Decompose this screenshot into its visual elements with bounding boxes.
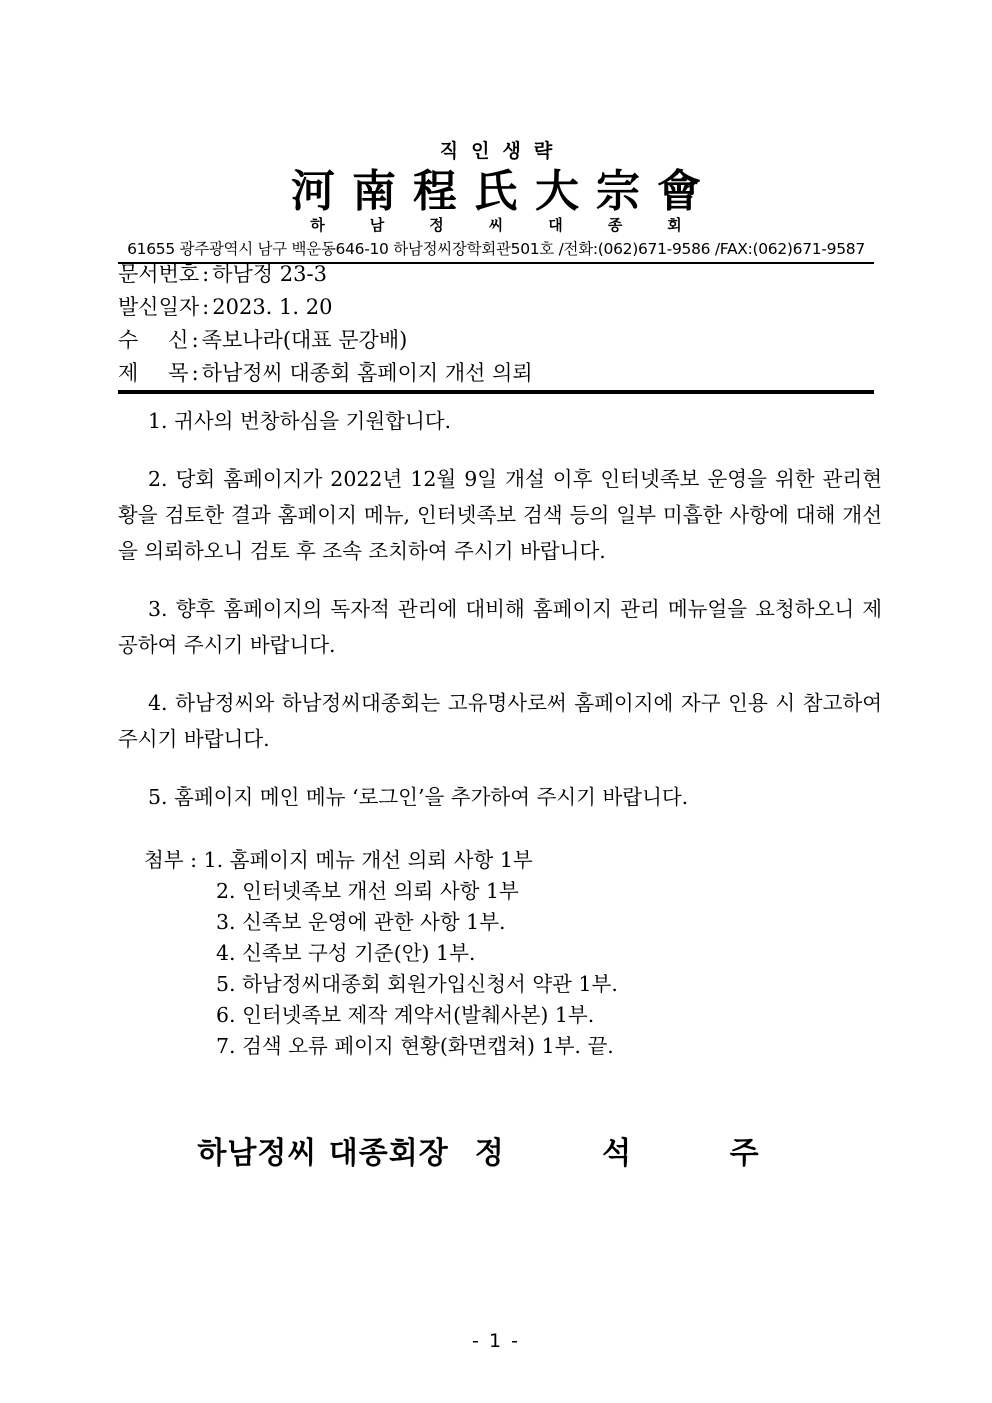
subject-label-second: 목 [168,361,189,385]
attachment-item: 7. 검색 오류 페이지 현황(화면캡쳐) 1부. 끝. [216,1034,614,1058]
subject-label-first: 제 [118,361,169,385]
attachment-item-row [118,907,882,938]
attachment-list [118,845,882,1062]
organization-name-hangul: 하남정씨대종회 [310,215,727,234]
signature-name: 정 석 주 [474,1136,803,1171]
meta-row-doc-number [118,258,874,291]
attachment-item: 3. 신족보 운영에 관한 사항 1부. [216,910,506,934]
recipient-label-first: 수 [118,328,169,352]
body-paragraph: 5. 홈페이지 메인 메뉴 ‘로그인’을 추가하여 주시기 바랍니다. [148,785,689,809]
subject-value: 하남정씨 대종회 홈페이지 개선 의뢰 [201,361,533,385]
document-meta [118,258,874,390]
body-paragraph: 3. 향후 홈페이지의 독자적 관리에 대비해 홈페이지 관리 메뉴얼을 요청하오니 제공하여 주시기 바랍니다. [118,597,882,657]
attachment-label: 첨부 : [144,848,198,872]
meta-separator: : [191,361,199,385]
attachment-item: 2. 인터넷족보 개선 의뢰 사항 1부 [216,879,519,903]
page-number-footer: - 1 - [472,1330,520,1352]
meta-separator: : [202,262,210,286]
attachment-item-row [118,938,882,969]
send-date-label: 발신일자 [118,295,200,319]
attachment-item-row [118,1031,882,1062]
signature-title: 하남정씨 대종회장 [197,1136,449,1171]
attachment-item-row [118,1000,882,1031]
send-date-value: 2023. 1. 20 [212,295,333,319]
subject-divider [118,390,874,394]
recipient-label-second: 신 [168,328,189,352]
body-paragraph: 1. 귀사의 번창하심을 기원합니다. [148,409,452,433]
body-paragraph: 2. 당회 홈페이지가 2022년 12월 9일 개설 이후 인터넷족보 운영을 위한 관리현황을 검토한 결과 홈페이지 메뉴, 인터넷족보 검색 등의 일부 미흡한 사항에 대해 개선을 의뢰하오니 검토 후 조속 조치하여 주시기 바랍니다. [118,467,882,563]
signature-block [118,1128,882,1172]
meta-separator: : [191,328,199,352]
recipient-value: 족보나라(대표 문강배) [201,328,408,352]
doc-number-value: 하남정 23-3 [212,262,327,286]
letterhead [118,140,874,264]
meta-separator: : [202,295,210,319]
meta-row-recipient [118,324,874,357]
doc-number-label: 문서번호 [118,262,200,286]
body-paragraph: 4. 하남정씨와 하남정씨대종회는 고유명사로써 홈페이지에 자구 인용 시 참고하여 주시기 바랍니다. [118,691,882,751]
attachment-item: 4. 신족보 구성 기준(안) 1부. [216,941,476,965]
attachment-item-row [118,969,882,1000]
organization-address-contact: 61655 광주광역시 남구 백운동646-10 하남정씨장학회관501호 /전화:(062)671-9586 /FAX:(062)671-9587 [127,239,865,258]
seal-omitted-note: 직인생략 [439,140,566,162]
attachment-first-row [118,845,882,876]
organization-name-hanja: 河南程氏大宗會 [291,165,718,217]
attachment-item-row [118,876,882,907]
attachment-item: 6. 인터넷족보 제작 계약서(발췌사본) 1부. [216,1003,595,1027]
document-body [118,403,882,837]
meta-row-send-date [118,291,874,324]
attachment-item: 1. 홈페이지 메뉴 개선 의뢰 사항 1부 [203,848,533,872]
meta-row-subject [118,357,874,390]
attachment-item: 5. 하남정씨대종회 회원가입신청서 약관 1부. [216,972,618,996]
